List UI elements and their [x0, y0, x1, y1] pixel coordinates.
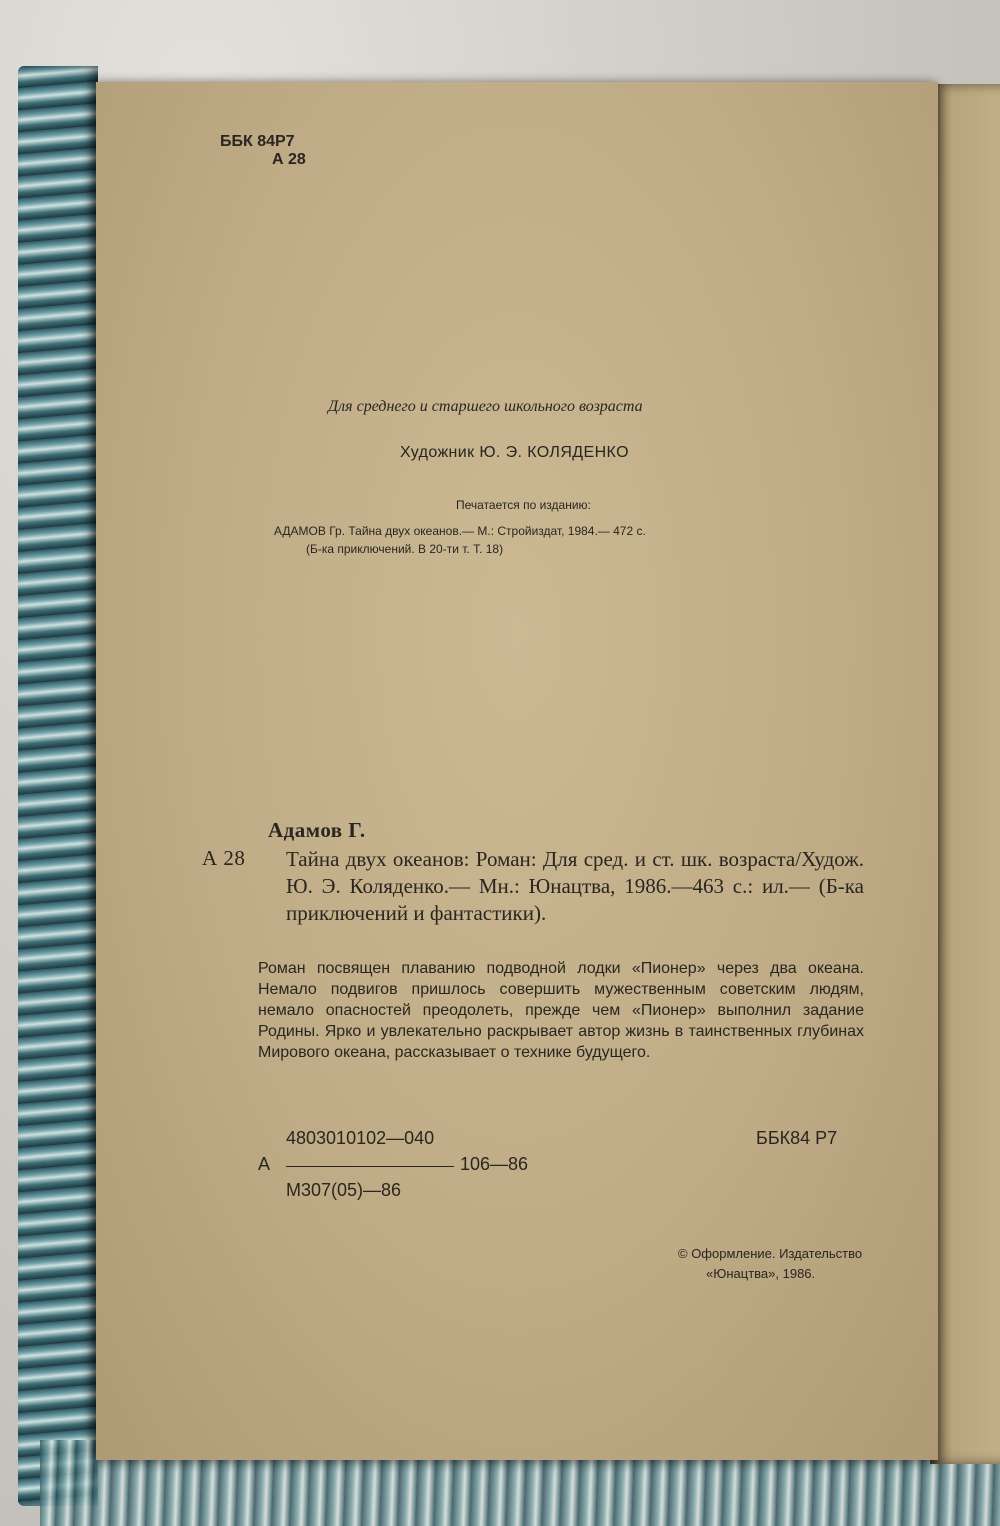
book-annotation: Роман посвящен плаванию подводной лодки «Пионер» через два океана. Немало подвигов пришлось совершить мужественным советским людям, немало опасностей преодолеть, прежде чем «Пионер» выполнил задание Родины. Ярко и увлекательно раскрывает автор жизнь в таинственных глубинах Мирового океана, рассказывает о технике будущего. — [258, 960, 864, 1061]
copyright-line2: «Юнацтва», 1986. — [706, 1266, 816, 1281]
copyright-line1: © Оформление. Издательство — [678, 1246, 863, 1261]
catalog-author: Адамов Г. — [268, 818, 366, 842]
catalog-bbk: ББК84 Р7 — [756, 1128, 838, 1148]
index-top: 4803010102—040 — [286, 1128, 435, 1148]
index-right: 106—86 — [460, 1154, 529, 1174]
source-edition-line1: АДАМОВ Гр. Тайна двух океанов.— М.: Стройиздат, 1984.— 472 с. — [274, 524, 646, 538]
age-group-note: Для среднего и старшего школьного возраста — [328, 398, 643, 415]
index-bottom: М307(05)—86 — [286, 1180, 402, 1200]
bbk-classification: ББК 84Р7 — [220, 133, 295, 150]
index-divider — [286, 1166, 454, 1167]
book-cover-edge — [18, 66, 98, 1506]
facing-page-edge — [930, 84, 1000, 1464]
artist-credit: Художник Ю. Э. КОЛЯДЕНКО — [400, 444, 629, 461]
index-letter: А — [258, 1154, 271, 1174]
book-page — [96, 82, 938, 1460]
catalog-code: А 28 — [202, 846, 246, 870]
source-edition-line2: (Б-ка приключений. В 20-ти т. Т. 18) — [306, 542, 504, 556]
printed-from-label: Печатается по изданию: — [456, 498, 591, 512]
author-sign-code: А 28 — [272, 151, 306, 168]
catalog-description: Тайна двух океанов: Роман: Для сред. и ст. шк. возраста/Худож. Ю. Э. Коляденко.— Мн.: Юнацтва, 1986.—463 с.: ил.— (Б-ка приключений и фантастики). — [286, 847, 864, 925]
